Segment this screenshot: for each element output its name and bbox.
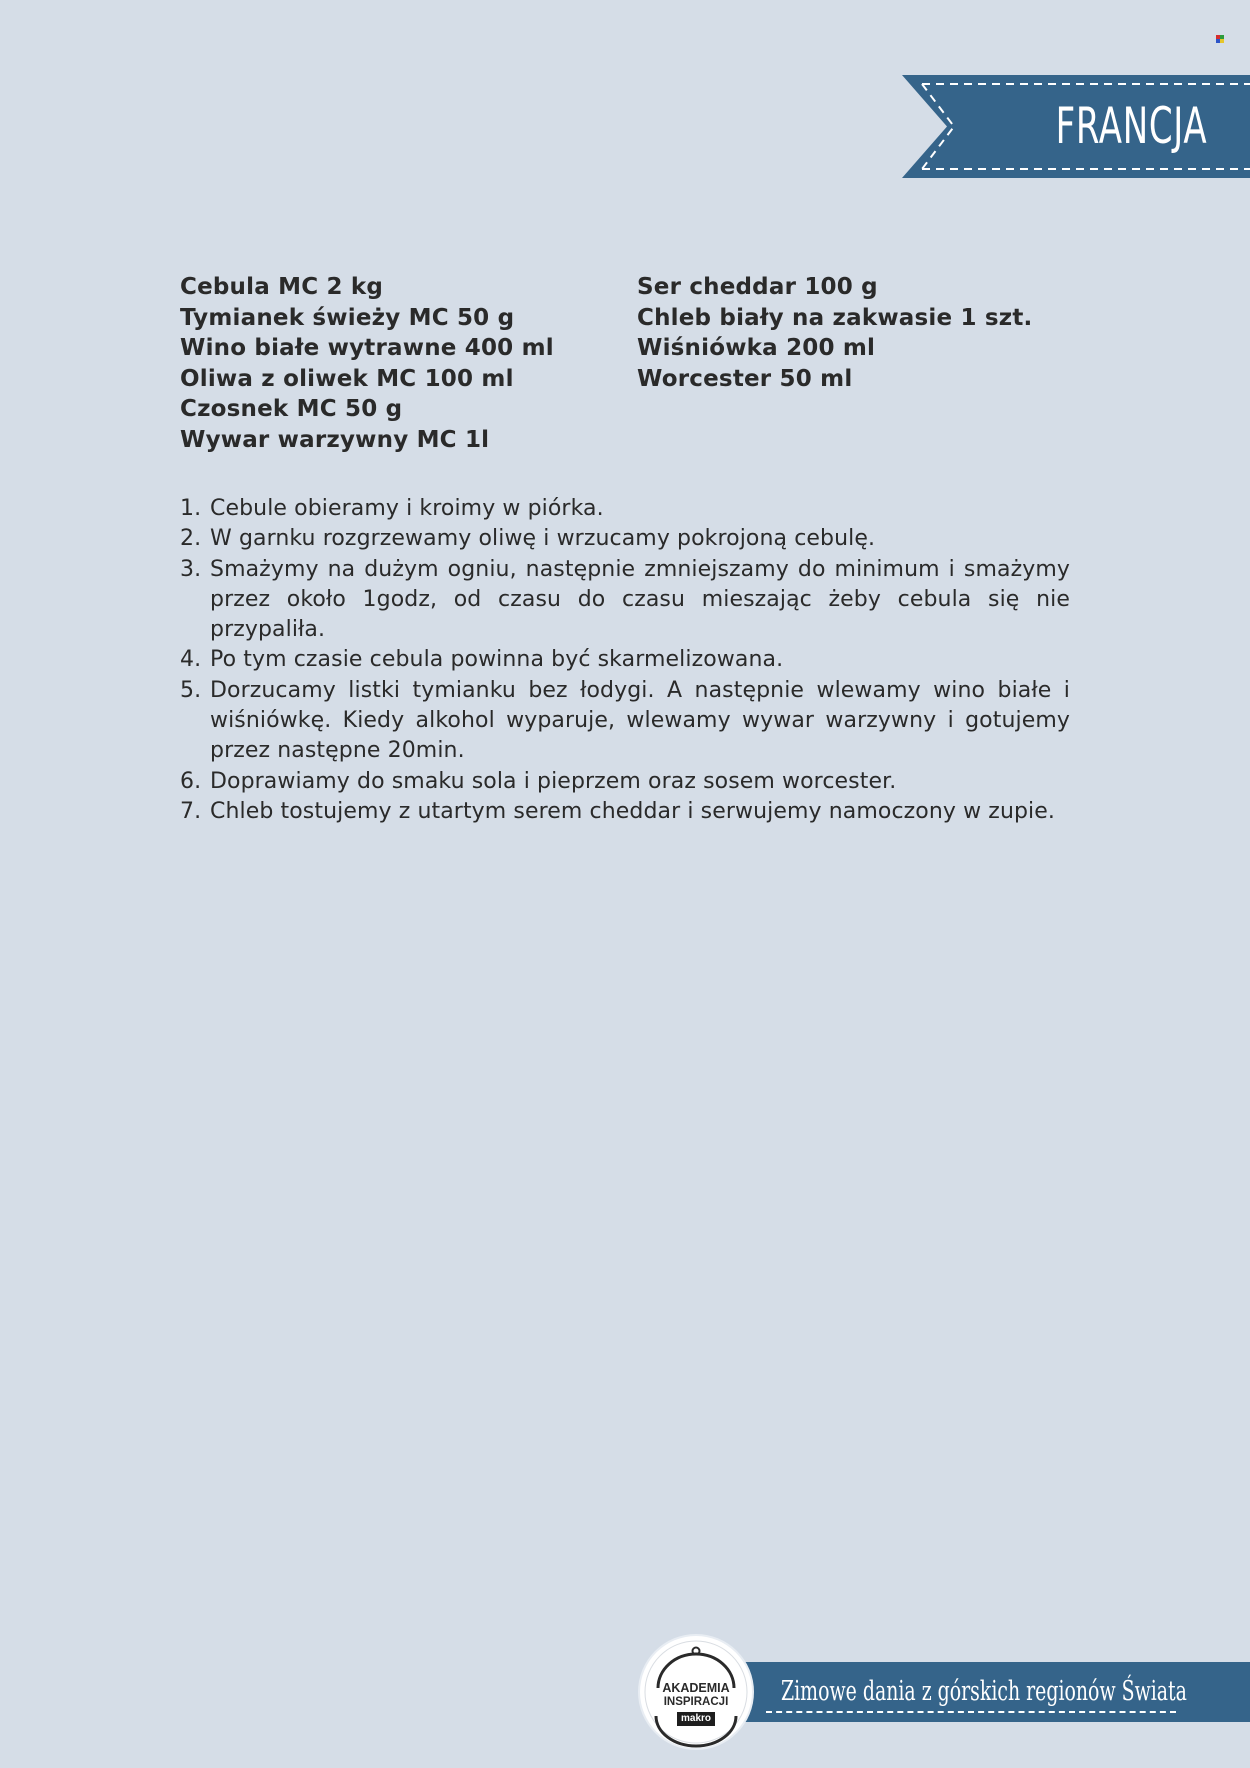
- ingredient-item: Oliwa z oliwek MC 100 ml: [180, 365, 514, 392]
- step-text: Doprawiamy do smaku sola i pieprzem oraz sosem worcester.: [210, 768, 897, 794]
- step-number: 7.: [180, 798, 202, 824]
- step-item: [180, 676, 1070, 767]
- step-number: 3.: [180, 556, 202, 582]
- step-item: [180, 524, 1070, 554]
- footer-tagline: Zimowe dania z górskich regionów Świata: [781, 1676, 1187, 1707]
- akademia-inspiracji-logo: [640, 1636, 752, 1748]
- preparation-steps: [180, 494, 1070, 827]
- step-number: 1.: [180, 496, 202, 521]
- country-banner: [902, 75, 1250, 178]
- step-text: W garnku rozgrzewamy oliwę i wrzucamy pokrojoną cebulę.: [210, 526, 876, 552]
- step-text: Cebule obieramy i kroimy w piórka.: [210, 496, 604, 521]
- ingredient-item: Wino białe wytrawne 400 ml: [180, 335, 554, 361]
- logo-brand-makro: makro: [677, 1712, 715, 1726]
- step-number: 2.: [180, 526, 202, 552]
- ingredient-item: Tymianek świeży MC 50 g: [180, 304, 515, 331]
- logo-line-inspiracji: INSPIRACJI: [663, 1696, 729, 1708]
- step-number: 6.: [180, 768, 202, 794]
- ingredient-item: Chleb biały na zakwasie 1 szt.: [637, 304, 1033, 331]
- step-item: [180, 494, 1070, 524]
- step-number: 5.: [180, 677, 202, 703]
- ingredients-right-column: [637, 272, 1077, 394]
- step-number: 4.: [180, 647, 202, 673]
- step-text: Po tym czasie cebula powinna być skarmelizowana.: [210, 647, 784, 673]
- ingredient-item: Ser cheddar 100 g: [637, 274, 878, 300]
- ingredient-item: Wywar warzywny MC 1l: [180, 426, 490, 453]
- logo-line-akademia: AKADEMIA: [662, 1681, 730, 1695]
- step-item: [180, 645, 1070, 675]
- step-item: [180, 555, 1070, 646]
- ingredient-item: Cebula MC 2 kg: [180, 274, 384, 300]
- ingredient-item: Worcester 50 ml: [637, 365, 853, 392]
- step-item: [180, 767, 1070, 797]
- step-text: Dorzucamy listki tymianku bez łodygi. A następnie wlewamy wino białe i wiśniówkę. Kiedy alkohol wyparuje, wlewamy wywar warzywny i gotujemy przez następne 20min.: [210, 677, 1070, 764]
- ingredient-item: Czosnek MC 50 g: [180, 396, 403, 422]
- ingredient-item: Wiśniówka 200 ml: [637, 335, 876, 361]
- corner-color-mark: [1216, 35, 1225, 44]
- step-text: Smażymy na dużym ogniu, następnie zmniejszamy do minimum i smażymy przez około 1godz, od czasu do czasu mieszając żeby cebula się nie przypaliła.: [210, 556, 1070, 643]
- ingredients-left-column: [180, 272, 610, 455]
- step-text: Chleb tostujemy z utartym serem cheddar i serwujemy namoczony w zupie.: [210, 798, 1055, 824]
- country-title: FRANCJA: [1055, 97, 1208, 155]
- step-item: [180, 797, 1070, 827]
